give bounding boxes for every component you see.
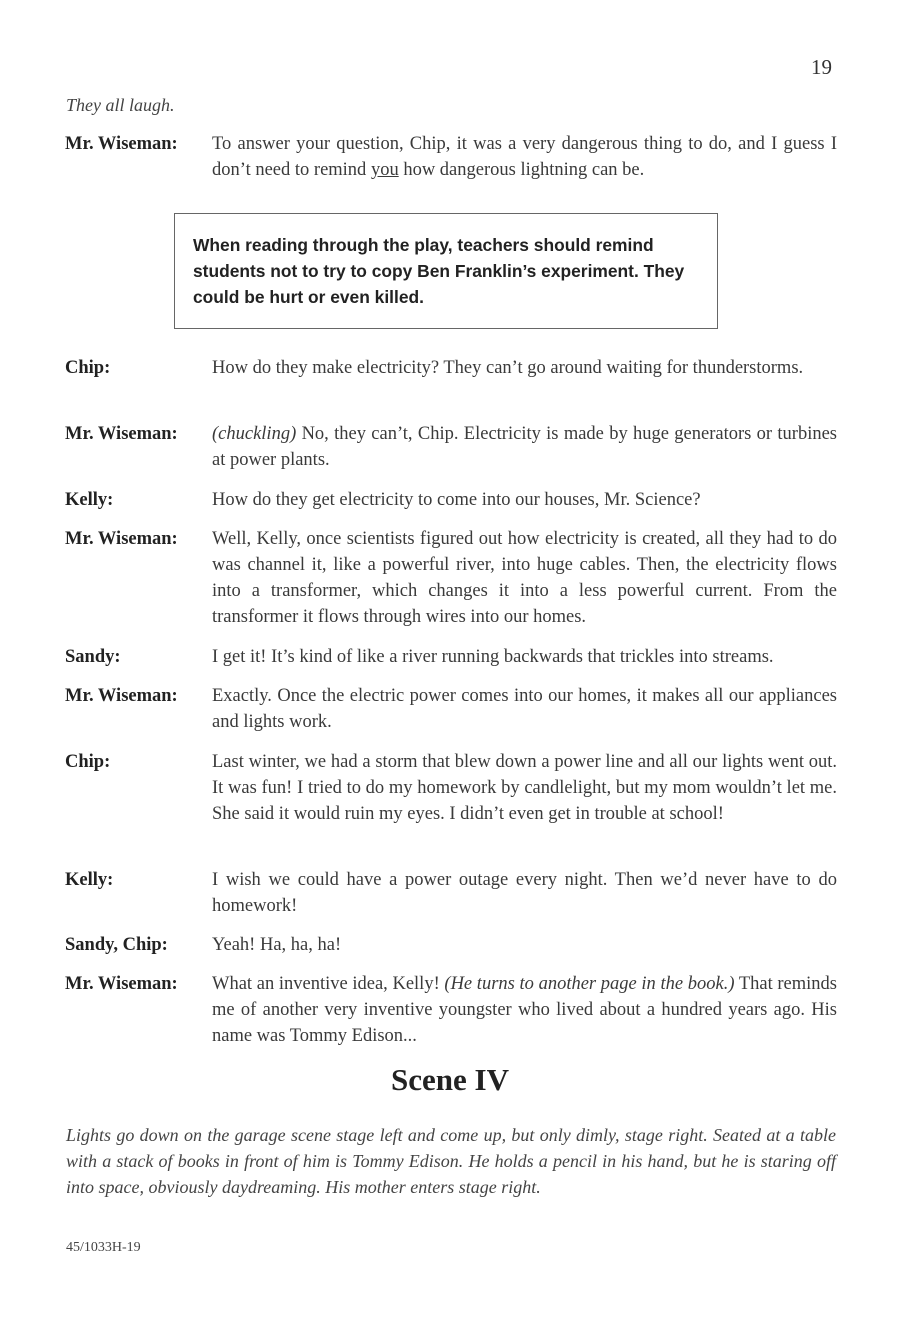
scene-title: Scene IV bbox=[391, 1062, 509, 1097]
teacher-note-box: When reading through the play, teachers should remind students not to try to copy Ben Franklin’s experiment. They could be hurt or even killed. bbox=[174, 213, 718, 329]
dialogue-text-part: No, they can’t, Chip. Electricity is made by huge generators or turbines at power plants. bbox=[212, 424, 837, 470]
dialogue-line bbox=[65, 867, 837, 919]
speaker-name: Mr. Wiseman: bbox=[65, 424, 178, 444]
dialogue-text: I wish we could have a power outage every night. Then we’d never have to do homework! bbox=[212, 870, 837, 916]
dialogue-text bbox=[212, 421, 837, 473]
dialogue-line bbox=[65, 971, 837, 1049]
dialogue-text: Exactly. Once the electric power comes into our homes, it makes all our appliances and lights work. bbox=[212, 686, 837, 732]
dialogue-line bbox=[65, 683, 837, 735]
dialogue-line bbox=[65, 487, 837, 513]
dialogue-line bbox=[65, 526, 837, 630]
dialogue-text: Yeah! Ha, ha, ha! bbox=[212, 935, 342, 955]
inline-stage-direction: (He turns to another page in the book.) bbox=[444, 974, 735, 994]
footer-code: 45/1033H-19 bbox=[66, 1240, 141, 1255]
speaker-name: Mr. Wiseman: bbox=[65, 134, 178, 154]
dialogue-line bbox=[65, 749, 837, 827]
dialogue-line bbox=[65, 355, 837, 381]
speaker-name: Mr. Wiseman: bbox=[65, 686, 178, 706]
speaker-name: Kelly: bbox=[65, 870, 114, 890]
dialogue-text-part: That reminds me of another very inventive youngster who lived about a hundred years ago. His name was Tommy Edison... bbox=[212, 974, 837, 1046]
dialogue-text: Last winter, we had a storm that blew down a power line and all our lights went out. It was fun! I tried to do my homework by candlelight, but my mom wouldn’t let me. She said it would ruin my eyes. I didn’t even get in trouble at school! bbox=[212, 752, 837, 824]
dialogue-text: How do they get electricity to come into our houses, Mr. Science? bbox=[212, 490, 701, 510]
dialogue-text bbox=[212, 971, 837, 1049]
dialogue-text-part: how dangerous lightning can be. bbox=[398, 160, 645, 180]
speaker-name: Sandy: bbox=[65, 647, 121, 667]
dialogue-text: Well, Kelly, once scientists figured out how electricity is created, all they had to do was channel it, like a powerful river, into huge cables. Then, the electricity flows into a transformer, which changes it into a less powerful current. From the transformer it flows through wires into our homes. bbox=[212, 529, 837, 627]
dialogue-text: I get it! It’s kind of like a river running backwards that trickles into streams. bbox=[212, 647, 774, 667]
speaker-name: Sandy, Chip: bbox=[65, 935, 168, 955]
dialogue-text-part: What an inventive idea, Kelly! bbox=[212, 974, 445, 994]
emphasis: you bbox=[370, 160, 399, 180]
stage-direction: Lights go down on the garage scene stage left and come up, but only dimly, stage right. Seated at a table with a stack of books in front of him is Tommy Edison. He holds a pencil in his hand, but he is staring off into space, obviously daydreaming. His mother enters stage right. bbox=[66, 1125, 836, 1197]
speaker-name: Chip: bbox=[65, 358, 111, 378]
page-number: 19 bbox=[811, 55, 832, 79]
dialogue-line bbox=[65, 644, 837, 670]
speaker-name: Chip: bbox=[65, 752, 111, 772]
stage-direction: They all laugh. bbox=[66, 95, 175, 115]
speaker-name: Kelly: bbox=[65, 490, 114, 510]
dialogue-line bbox=[65, 131, 837, 183]
dialogue-text-part: To answer your question, Chip, it was a very dangerous thing to do, and I guess I don’t need to remind bbox=[212, 134, 837, 180]
speaker-name: Mr. Wiseman: bbox=[65, 974, 178, 994]
inline-stage-direction: (chuckling) bbox=[212, 424, 297, 444]
dialogue-text bbox=[212, 131, 837, 183]
dialogue-text: How do they make electricity? They can’t go around waiting for thunderstorms. bbox=[212, 358, 804, 378]
dialogue-line bbox=[65, 932, 837, 958]
speaker-name: Mr. Wiseman: bbox=[65, 529, 178, 549]
dialogue-line bbox=[65, 421, 837, 473]
